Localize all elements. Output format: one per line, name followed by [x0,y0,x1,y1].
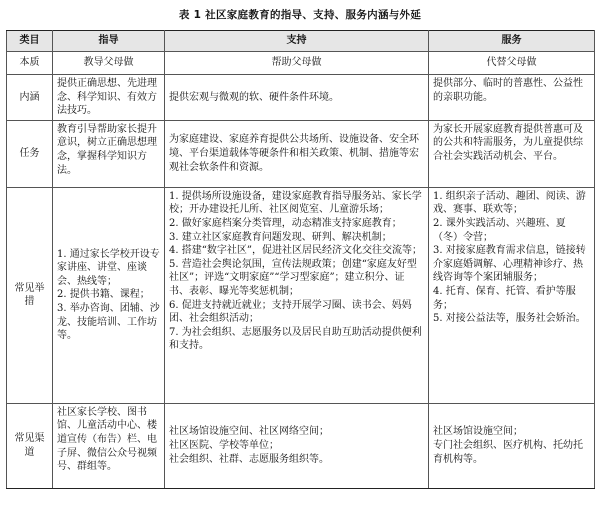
row-label-measure: 常见举措 [7,187,53,403]
row-label-channel: 常见渠道 [7,403,53,488]
cell-channel-service [429,403,595,488]
list-item: 专门社会组织、医疗机构、托幼托育机构等。 [433,439,583,465]
cell-measure-guide [53,187,165,403]
cell-measure-support [165,187,429,403]
list-item: 2. 做好家庭档案分类管理，动态精准支持家庭教育； [169,217,402,229]
cell-task-guide: 教育引导帮助家长提升意识，树立正确思想理念，掌握科学知识方法。 [53,120,165,187]
cell-task-support: 为家庭建设、家庭养育提供公共场所、设施设备、安全环境、平台渠道载体等硬条件和相关政策、机制、措施等宏观社会软条件和资源。 [165,120,429,187]
list-item: 7. 为社会组织、志愿服务以及居民自助互助活动提供便利和支持。 [169,326,422,352]
table-row-task [7,120,595,187]
list-item: 4. 托育、保育、托管、看护等服务； [433,285,576,311]
row-label-task: 任务 [7,120,53,187]
header-row [7,31,595,52]
cell-meaning-support: 提供宏观与微观的软、硬件条件环境。 [165,75,429,121]
cell-essence-service: 代替父母做 [429,52,595,75]
list-item: 社区医院、学校等单位； [169,439,279,451]
header-service: 服务 [429,31,595,52]
content-table [6,30,595,489]
list-item: 2. 提供书籍、课程； [57,289,150,301]
table-row-essence [7,52,595,75]
list-item: 3. 建立社区家庭教育问题发现、研判、解决机制； [169,231,392,243]
header-support: 支持 [165,31,429,52]
list-item: 3. 对接家庭教育需求信息，链接转介家庭婚调解、心理精神诊疗、热线咨询等个案团辅服务； [433,245,586,284]
list-item: 1. 提供场所设施设备，建设家庭教育指导服务站、家长学校；开办建设托儿所、社区阅览室、儿童游乐场； [169,190,422,216]
row-label-meaning: 内涵 [7,75,53,121]
list-item: 社区场馆设施空间； [433,426,523,438]
list-item: 6. 促进支持就近就业；支持开展学习圈、读书会、妈妈团、社会组织活动； [169,299,412,325]
list-item: 2. 课外实践活动、兴趣班、夏（冬）令营； [433,217,566,243]
list-item: 社会组织、社群、志愿服务组织等。 [169,453,329,465]
header-guide: 指导 [53,31,165,52]
header-category: 类目 [7,31,53,52]
list-item: 3. 举办咨询、团辅、沙龙、技能培训、工作坊等。 [57,303,160,342]
list-item: 5. 对接公益法等，服务社会娇治。 [433,313,586,325]
row-label-essence: 本质 [7,52,53,75]
cell-channel-guide: 社区家长学校、图书馆、儿童活动中心、楼道宣传（布告）栏、电子屏、微信公众号视频号、群组等。 [53,403,165,488]
cell-essence-support: 帮助父母做 [165,52,429,75]
cell-measure-service [429,187,595,403]
list-item: 社区场馆设施空间、社区网络空间； [169,426,329,438]
list-item: 5. 营造社会舆论氛围，宣传法规政策；创建“家庭友好型社区”；评选“文明家庭”“学习型家庭”；建立积分、证书、表彰、曝光等奖惩机制； [169,258,417,297]
table-row-measure [7,187,595,403]
table-row-meaning [7,75,595,121]
table-row-channel [7,403,595,488]
cell-channel-support [165,403,429,488]
cell-meaning-service: 提供部分、临时的普惠性、公益性的亲职功能。 [429,75,595,121]
cell-essence-guide: 教导父母做 [53,52,165,75]
list-item: 4. 搭建“数字社区”，促进社区居民经济文化交往交流等； [169,245,422,257]
cell-task-service: 为家长开展家庭教育提供普惠可及的公共和特需服务，为儿童提供综合社会实践活动机会、平台。 [429,120,595,187]
cell-meaning-guide: 提供正确思想、先进理念、科学知识、有效方法技巧。 [53,75,165,121]
list-item: 1. 组织亲子活动、趣团、阅读、游戏、赛事、联欢等； [433,190,586,216]
list-item: 1. 通过家长学校开设专家讲座、讲堂、座谈会、热线等； [57,248,160,287]
table-caption: 表 1 社区家庭教育的指导、支持、服务内涵与外延 [178,9,422,21]
